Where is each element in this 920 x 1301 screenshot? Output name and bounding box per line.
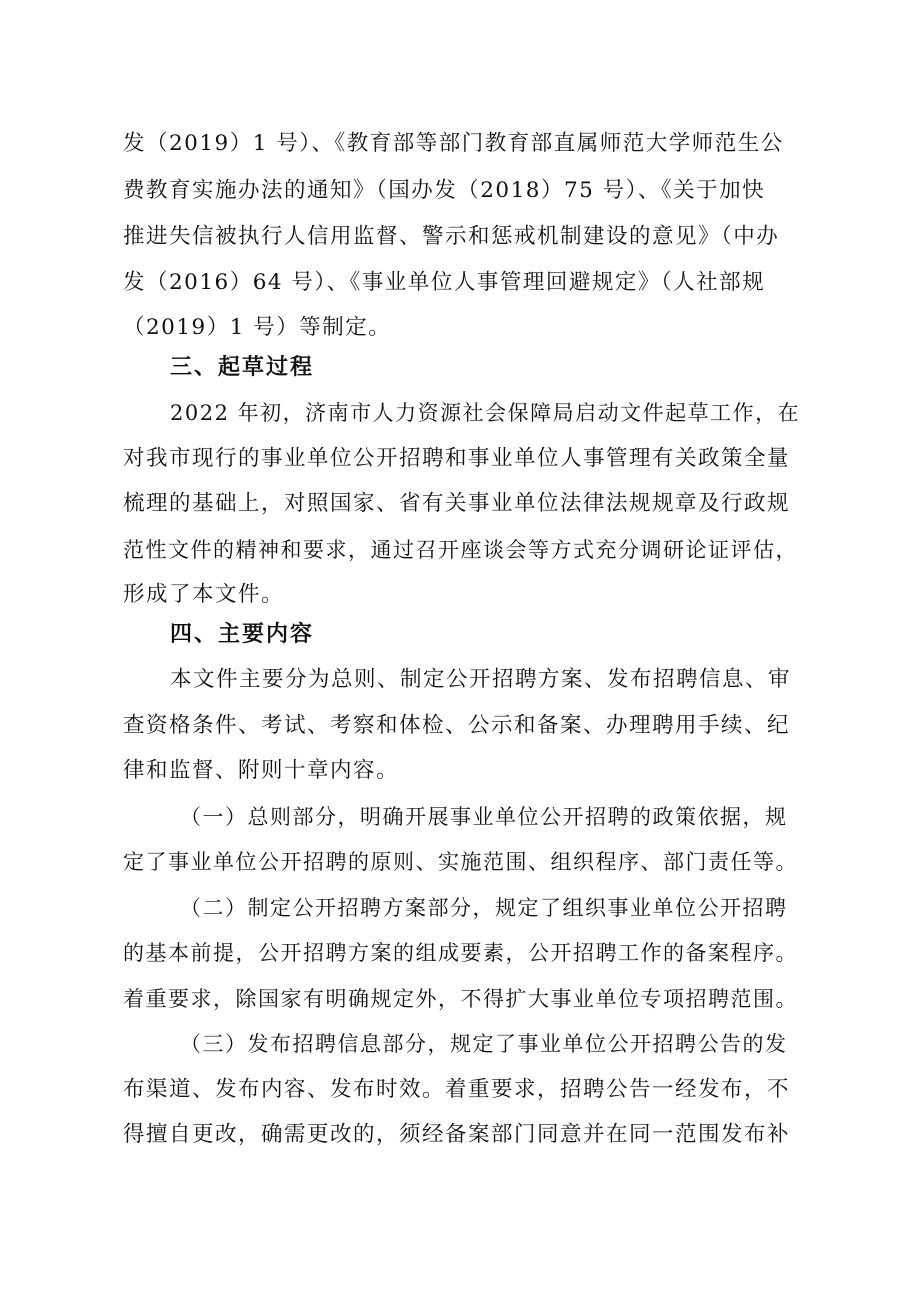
text-line: 对我市现行的事业单位公开招聘和事业单位人事管理有关政策全量 [123,446,791,471]
text-line: （二）制定公开招聘方案部分，规定了组织事业单位公开招聘 [180,896,788,920]
text-line: 的基本前提，公开招聘方案的组成要素，公开招聘工作的备案程序。 [123,941,798,965]
text-line: 发（2016）64 号）、《事业单位人事管理回避规定》（人社部规 [123,270,766,295]
text-line: 发（2019）1 号）、《教育部等部门教育部直属师范大学师范生公 [123,131,784,156]
text-line: 2022 年初，济南市人力资源社会保障局启动文件起草工作，在 [170,401,801,425]
section-heading-drafting-process: 三、起草过程 [170,355,315,380]
text-line: 梳理的基础上，对照国家、省有关事业单位法律法规规章及行政规 [123,491,791,516]
text-line: 着重要求，除国家有明确规定外，不得扩大事业单位专项招聘范围。 [123,987,798,1011]
text-line: 布渠道、发布内容、发布时效。着重要求，招聘公告一经发布，不 [123,1077,791,1102]
text-line: 得擅自更改，确需更改的，须经备案部门同意并在同一范围发布补 [123,1122,791,1147]
text-line: 定了事业单位公开招聘的原则、实施范围、组织程序、部门责任等。 [123,850,798,874]
text-line: 本文件主要分为总则、制定公开招聘方案、发布招聘信息、审 [170,667,792,692]
text-line: 查资格条件、考试、考察和体检、公示和备案、办理聘用手续、纪 [123,713,791,738]
text-line: 费教育实施办法的通知》（国办发（2018）75 号）、《关于加快 [123,178,766,203]
text-line: 律和监督、附则十章内容。 [123,758,400,783]
text-line: 范性文件的精神和要求，通过召开座谈会等方式充分调研论证评估， [123,538,798,562]
text-line: （2019）1 号）等制定。 [123,315,392,340]
text-line: （一）总则部分，明确开展事业单位公开招聘的政策依据，规 [180,805,788,829]
text-line: 形成了本文件。 [123,582,285,607]
text-line: （三）发布招聘信息部分，规定了事业单位公开招聘公告的发 [180,1032,788,1056]
section-heading-main-content: 四、主要内容 [170,622,315,647]
text-line: 推进失信被执行人信用监督、警示和惩戒机制建设的意见》（中办 [123,224,780,249]
